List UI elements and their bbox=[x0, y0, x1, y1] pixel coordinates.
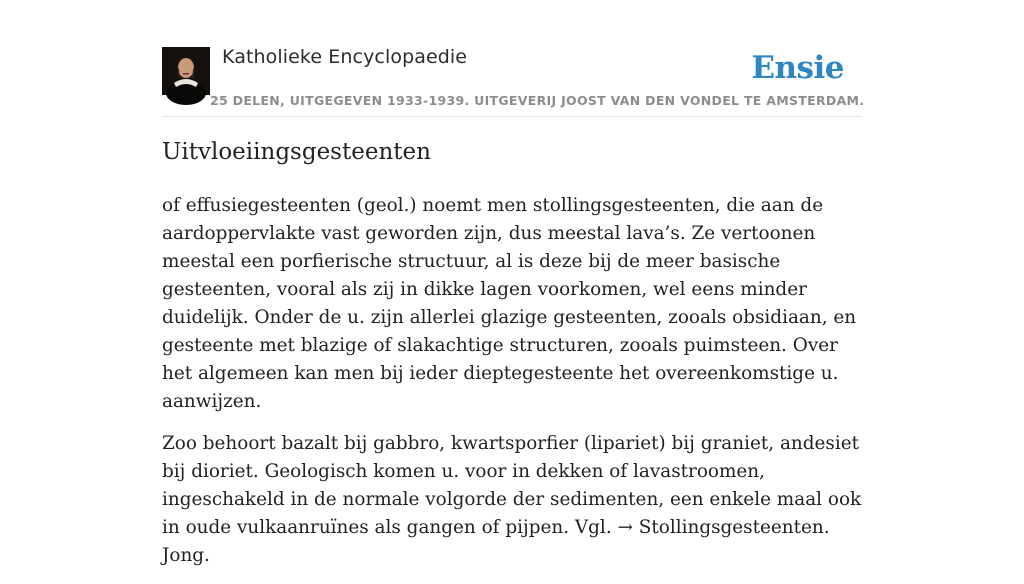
source-header bbox=[162, 46, 865, 117]
source-meta: 25 DELEN, UITGEGEVEN 1933-1939. UITGEVERIJ JOOST VAN DEN VONDEL TE AMSTERDAM. bbox=[210, 93, 865, 108]
portrait-icon bbox=[162, 47, 210, 95]
brand-logo[interactable]: Ensie bbox=[751, 50, 844, 86]
portrait-avatar[interactable] bbox=[162, 47, 210, 95]
article-paragraph: of effusiegesteenten (geol.) noemt men stollingsgesteenten, die aan de aardoppervlakte vast geworden zijn, dus meestal lava’s. Ze vertoonen meestal een porfierische structuur, al is deze bij de meer basische gesteenten, vooral als zij in dikke lagen voorkomen, wel eens minder duidelijk. Onder de u. zijn allerlei glazige gesteenten, zooals obsidiaan, en gesteente met blazige of slakachtige structuren, zooals puimsteen. Over het algemeen kan men bij ieder dieptegesteente het overeenkomstige u. aanwijzen. bbox=[162, 195, 857, 412]
source-title[interactable]: Katholieke Encyclopaedie bbox=[222, 46, 468, 68]
article-title: Uitvloeiingsgesteenten bbox=[162, 139, 431, 165]
article-paragraph: Zoo behoort bazalt bij gabbro, kwartsporfier (lipariet) bij graniet, andesiet bij dioriet. Geologisch komen u. voor in dekken of lavastroomen, ingeschakeld in de normale volgorde der sedimenten, een enkele maal ook in oude vulkaanruïnes als gangen of pijpen. Vgl. → Stollingsgesteenten. Jong. bbox=[162, 433, 862, 566]
article-body bbox=[162, 192, 862, 584]
